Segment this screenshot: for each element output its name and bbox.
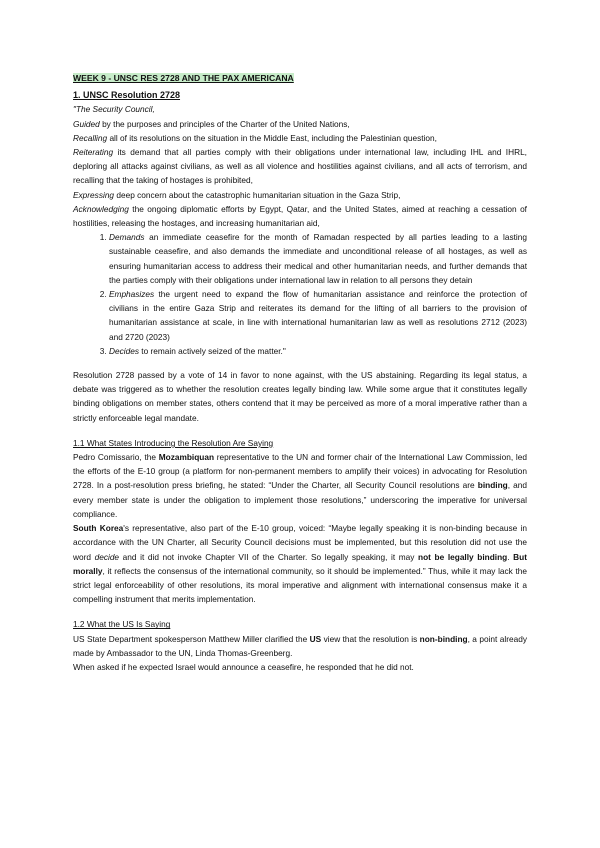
operative-clause: 3. Decides to remain actively seized of the matter." [109, 344, 527, 358]
mozambique-paragraph: Pedro Comissario, the Mozambiquan representative to the UN and former chair of the International Law Commission, led the efforts of the E-10 group (a platform for non-permanent members to amplify their voices) in advocating for Resolution 2728. In a post-resolution press briefing, he stated: “Under the Charter, all Security Council resolutions are binding, and every member state is under the obligation to implement those resolutions,” underscoring the imperative for universal compliance. [73, 452, 527, 519]
section-1-2-heading: 1.2 What the US Is Saying [73, 619, 171, 630]
preamble-clause: Expressing deep concern about the catastrophic humanitarian situation in the Gaza Strip, [73, 189, 401, 200]
vote-summary-paragraph: Resolution 2728 passed by a vote of 14 in favor to none against, with the US abstaining. Regarding its legal status, a debate was triggered as to whether the resolution creates legally binding law. While some argue that it constitutes legally binding obligations on member states, others contend that it may be perceived as more of a moral imperative rather than a strictly enforceable legal mandate. [73, 370, 527, 423]
operative-list [73, 230, 527, 358]
preamble-clause: Guided by the purposes and principles of the Charter of the United Nations, [73, 118, 350, 129]
section-1-1-heading: 1.1 What States Introducing the Resolution Are Saying [73, 437, 274, 448]
preamble-clause: Recalling all of its resolutions on the situation in the Middle East, including the Palestinian question, [73, 132, 437, 143]
document-page [73, 71, 527, 674]
week-title-line [73, 71, 527, 85]
resolution-opening: "The Security Council, [73, 104, 155, 115]
preamble-clause: Reiterating its demand that all parties comply with their obligations under international law, including IHL and IHRL, deploring all attacks against civilians, as well as all violence and hostilities against civilians, and all acts of terrorism, and recalling that the taking of hostages is prohibited, [73, 147, 527, 186]
preamble-clause: Acknowledging the ongoing diplomatic efforts by Egypt, Qatar, and the United States, aimed at reaching a cessation of hostilities, releasing the hostages, and increasing humanitarian aid, [73, 203, 527, 229]
week-title: WEEK 9 - UNSC RES 2728 AND THE PAX AMERICANA [73, 73, 294, 83]
us-view-paragraph: US State Department spokesperson Matthew Miller clarified the US view that the resolution is non-binding, a point already made by Ambassador to the UN, Linda Thomas-Greenberg. [73, 633, 527, 658]
south-korea-paragraph: South Korea's representative, also part of the E-10 group, voiced: “Maybe legally speaking it is non-binding because in accordance with the UN Charter, all Security Council decisions must be implemented, but this resolution did not use the word decide and it did not invoke Chapter VII of the Charter. So legally speaking, it may not be legally binding. But morally, it reflects the consensus of the international community, so it should be implemented.” Thus, while it may lack the strict legal enforceability of other resolutions, its moral imperative and alignment with international consensus make it a compelling instrument that merits implementation. [73, 523, 527, 605]
section-1-heading: 1. UNSC Resolution 2728 [73, 90, 181, 101]
ceasefire-question-paragraph: When asked if he expected Israel would announce a ceasefire, he responded that he did not. [73, 661, 414, 672]
operative-clause: 2. Emphasizes the urgent need to expand the flow of humanitarian assistance and reinforce the protection of civilians in the entire Gaza Strip and reiterates its demand for the lifting of all barriers to the provision of humanitarian assistance at scale, in line with international humanitarian law as well as resolutions 2712 (2023) and 2720 (2023) [109, 287, 527, 344]
operative-clause: 1. Demands an immediate ceasefire for the month of Ramadan respected by all parties leading to a lasting sustainable ceasefire, and also demands the immediate and unconditional release of all hostages, as well as ensuring humanitarian access to address their medical and other humanitarian needs, and further demands that the parties comply with their obligations under international law in relation to all persons they detain [109, 230, 527, 287]
